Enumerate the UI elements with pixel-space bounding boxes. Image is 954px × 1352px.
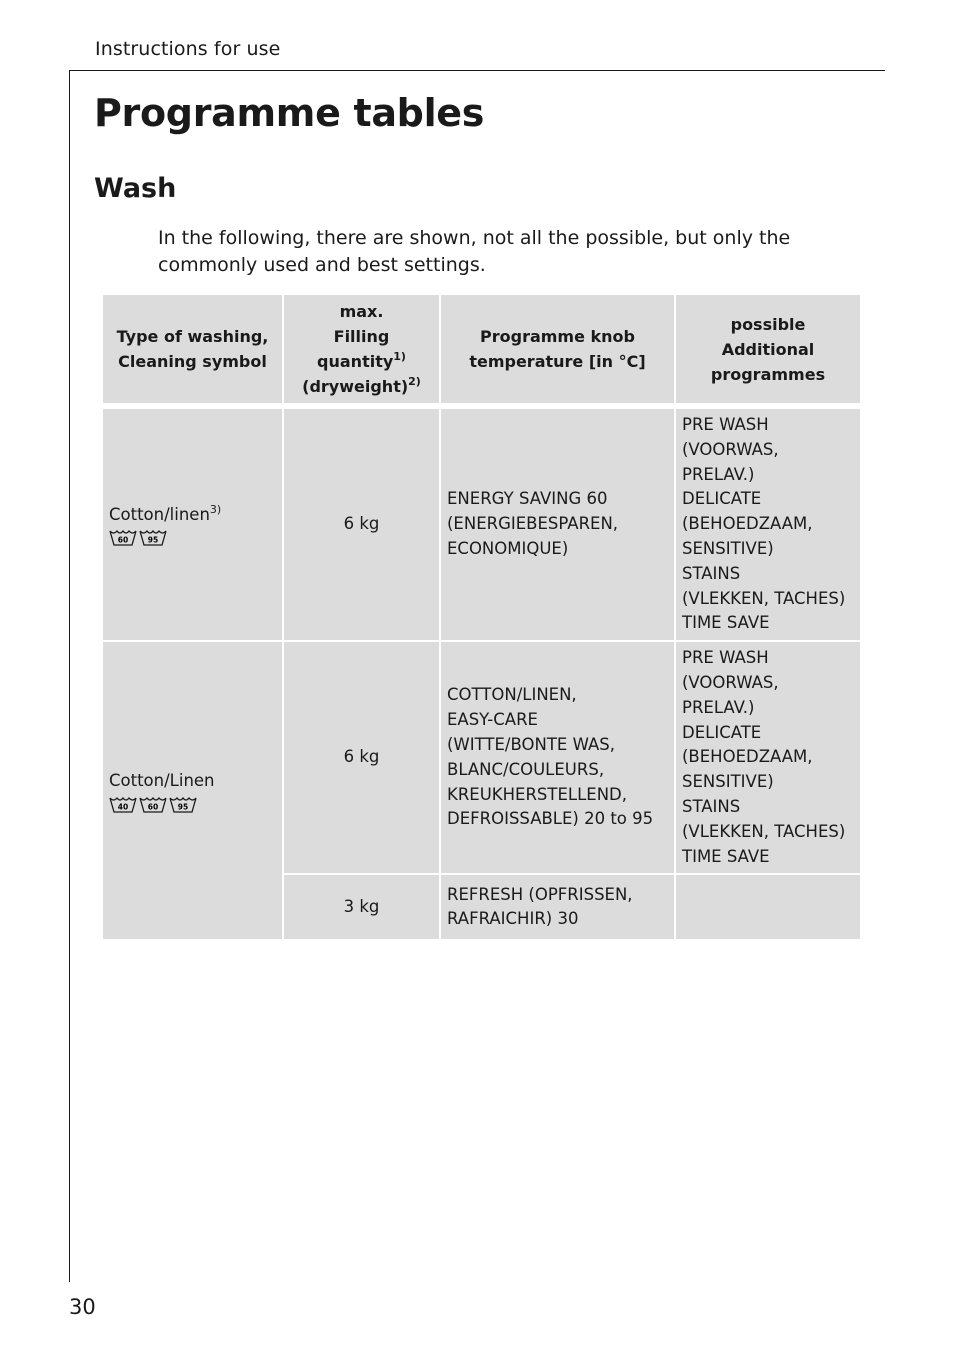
cell-line: COTTON/LINEN,	[447, 685, 577, 705]
wash-symbols	[109, 796, 276, 813]
running-head: Instructions for use	[95, 38, 281, 60]
header-text: Additional	[721, 339, 815, 359]
cell-line: EASY-CARE	[447, 710, 538, 730]
margin-rule	[69, 70, 70, 1282]
wash-tub-icon	[109, 796, 137, 813]
wash-temperature: 60	[117, 535, 129, 545]
header-text: possible	[730, 314, 806, 334]
cell-line: KREUKHERSTELLEND,	[447, 784, 627, 804]
wash-tub-icon	[169, 796, 197, 813]
cell-line: (WITTE/BONTE WAS,	[447, 734, 615, 754]
section-title: Wash	[94, 173, 177, 204]
cell-line: PRE WASH	[682, 415, 769, 434]
header-text: Cleaning symbol	[118, 352, 267, 371]
wash-temperature: 95	[147, 535, 159, 545]
cell-additional	[675, 641, 861, 874]
header-type-of-washing	[102, 294, 283, 404]
cell-quantity: 3 kg	[283, 874, 440, 940]
wash-temperature: 95	[177, 802, 189, 812]
cell-additional	[675, 874, 861, 940]
type-label: Cotton/linen	[109, 504, 210, 524]
cell-line: (BEHOEDZAAM,	[682, 747, 813, 767]
cell-line: SENSITIVE)	[682, 538, 774, 558]
header-filling-quantity	[283, 294, 440, 404]
cell-line: (VLEKKEN, TACHES)	[682, 821, 846, 841]
footnote-marker: 2)	[408, 375, 421, 388]
type-label: Cotton/Linen	[109, 770, 215, 790]
header-text: Type of washing,	[116, 327, 269, 346]
cell-line: ECONOMIQUE)	[447, 538, 569, 558]
cell-programme	[440, 408, 675, 641]
cell-programme	[440, 874, 675, 940]
page-number: 30	[69, 1295, 96, 1319]
cell-line: TIME SAVE	[682, 846, 770, 866]
header-text: (dryweight)	[302, 377, 409, 396]
cell-programme	[440, 641, 675, 874]
header-text: Filling quantity	[317, 327, 394, 371]
cell-line: STAINS	[682, 796, 741, 816]
cell-line: (VOORWAS, PRELAV.)	[682, 672, 779, 717]
wash-temperature: 40	[117, 802, 129, 812]
intro-text: In the following, there are shown, not all the possible, but only the commonly used and best settings.	[158, 227, 791, 276]
cell-line: REFRESH (OPFRISSEN,	[447, 884, 633, 904]
table-row	[102, 408, 861, 641]
header-rule	[69, 70, 885, 71]
wash-temperature: 60	[147, 802, 159, 812]
cell-line: (VOORWAS, PRELAV.)	[682, 439, 779, 484]
wash-tub-icon	[109, 529, 137, 546]
cell-line: (BEHOEDZAAM,	[682, 514, 813, 534]
page-title: Programme tables	[94, 91, 485, 135]
cell-line: BLANC/COULEURS,	[447, 759, 605, 779]
cell-line: DEFROISSABLE) 20 to 95	[447, 809, 654, 829]
wash-tub-icon	[139, 796, 167, 813]
cell-line: SENSITIVE)	[682, 772, 774, 792]
cell-additional	[675, 408, 861, 641]
cell-line: (ENERGIEBESPAREN,	[447, 514, 619, 534]
cell-quantity: 6 kg	[283, 408, 440, 641]
cell-line: DELICATE	[682, 489, 762, 509]
wash-symbols	[109, 529, 276, 546]
header-text: Programme knob	[480, 327, 635, 346]
header-additional-programmes	[675, 294, 861, 404]
cell-line: DELICATE	[682, 722, 762, 742]
cell-line: STAINS	[682, 563, 741, 583]
footnote-marker: 1)	[393, 350, 406, 363]
cell-line: RAFRAICHIR) 30	[447, 909, 579, 929]
cell-line: (VLEKKEN, TACHES)	[682, 588, 846, 608]
header-text: programmes	[710, 364, 826, 384]
header-text: max.	[339, 302, 384, 321]
cell-quantity: 6 kg	[283, 641, 440, 874]
header-text: temperature [in °C]	[469, 352, 646, 371]
header-programme-knob	[440, 294, 675, 404]
table-header-row	[102, 294, 861, 404]
cell-type	[102, 408, 283, 641]
cell-line: ENERGY SAVING 60	[447, 489, 608, 509]
cell-type	[102, 641, 283, 940]
cell-line: TIME SAVE	[682, 613, 770, 633]
programme-table	[101, 293, 860, 941]
footnote-marker: 3)	[209, 502, 222, 516]
table-row	[102, 641, 861, 874]
cell-line: PRE WASH	[682, 648, 769, 668]
wash-tub-icon	[139, 529, 167, 546]
